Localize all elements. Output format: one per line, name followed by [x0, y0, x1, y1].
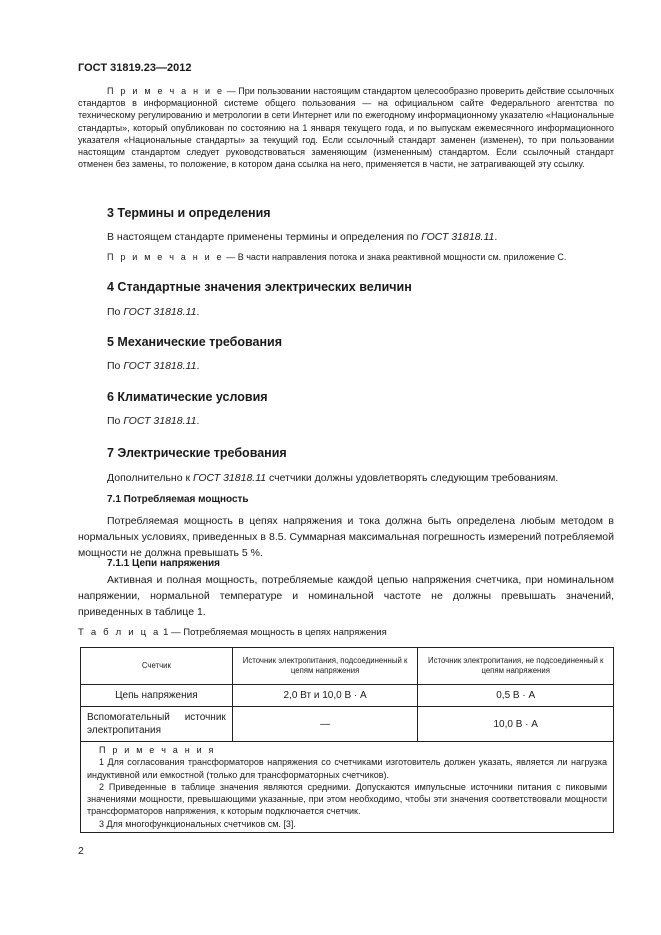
table-cell: — [232, 707, 418, 742]
subsection-7-1-1-text: Активная и полная мощность, потребляемые каждой цепью напряжения счетчика, при номинальном напряжении, нормальной температуре и номинальной частоте не должны превышать значений, приведенных в таблице 1. [78, 574, 614, 618]
section-3-heading: 3 Термины и определения [107, 206, 271, 220]
section-7-heading: 7 Электрические требования [107, 446, 287, 460]
table-note-item: 1 Для согласования трансформаторов напряжения со счетчиками изготовитель должен указать, является ли нагрузка индуктивной или емкостной (только для трансформаторных счетчиков). [87, 757, 607, 780]
section-7-ref: ГОСТ 31818.11 [193, 472, 267, 484]
table-cell: Цепь напряжения [81, 685, 233, 707]
table-row [81, 707, 614, 742]
table-header-cell: Счетчик [81, 648, 233, 685]
section-3-text: В настоящем стандарте применены термины и определения по ГОСТ 31818.11. [107, 231, 498, 243]
section-6-ref: ГОСТ 31818.11 [123, 415, 197, 427]
table-cell: 10,0 В · А [418, 707, 614, 742]
table-note-item: 3 Для многофункциональных счетчиков см. [3]. [99, 818, 296, 829]
section-5-ref: ГОСТ 31818.11 [123, 360, 197, 372]
table-notes-label: П р и м е ч а н и я [99, 745, 216, 755]
section-4-heading: 4 Стандартные значения электрических величин [107, 280, 412, 294]
note-label: П р и м е ч а н и е [107, 86, 225, 96]
section-4-ref: ГОСТ 31818.11 [123, 306, 197, 318]
subsection-7-1-1-heading: 7.1.1 Цепи напряжения [107, 558, 220, 569]
table-cell: 0,5 В · А [418, 685, 614, 707]
table-cell: Вспомогательный источник электропитания [81, 707, 233, 742]
reference-note [78, 85, 614, 170]
subsection-7-1-text: Потребляемая мощность в цепях напряжения и тока должна быть определена любым методом в нормальных условиях, приведенных в 8.5. Суммарная максимальная погрешность измерений потребляемой мощности не должна превышать 5 %. [78, 515, 614, 559]
document-header: ГОСТ 31819.23—2012 [78, 62, 192, 74]
subsection-7-1-heading: 7.1 Потребляемая мощность [107, 494, 249, 505]
table-notes-row [81, 742, 614, 833]
table-note-item: 2 Приведенные в таблице значения являются средними. Допускаются импульсные источники питания с пиковыми значениями мощности, превышающими указанные, при этом необходимо, чтобы эти значения соответствовали мощности трансформаторов напряжения, к которым подключается счетчик. [87, 781, 607, 817]
table-header-row [81, 648, 614, 685]
section-7-text: Дополнительно к ГОСТ 31818.11 счетчики должны удовлетворять следующим требованиям. [107, 472, 559, 484]
table-notes [81, 742, 614, 833]
section-6-heading: 6 Климатические условия [107, 390, 268, 404]
section-5-text: По ГОСТ 31818.11. [107, 360, 200, 372]
table-header-cell: Источник электропитания, не подсоединенный к цепям напряжения [418, 648, 614, 685]
section-3-note: П р и м е ч а н и е — В части направления потока и знака реактивной мощности см. приложение С. [107, 252, 567, 262]
section-4-text: По ГОСТ 31818.11. [107, 306, 200, 318]
section-3-ref: ГОСТ 31818.11 [421, 231, 495, 243]
table-cell: 2,0 Вт и 10,0 В · А [232, 685, 418, 707]
page-number: 2 [78, 845, 84, 857]
table-row [81, 685, 614, 707]
table-header-cell: Источник электропитания, подсоединенный к цепям напряжения [232, 648, 418, 685]
section-5-heading: 5 Механические требования [107, 335, 283, 349]
power-consumption-table [80, 647, 614, 833]
note-text: — При пользовании настоящим стандартом целесообразно проверить действие ссылочных стандартов в информационной системе общего пользования — на официальном сайте Федерального агентства по техническому регулированию и метрологии в сети Интернет или по ежегодному информационному указателю «Национальные стандарты», который опубликован по состоянию на 1 января текущего года, и по выпускам ежемесячного информационного указателя «Национальные стандарты» за текущий год. Если ссылочный стандарт заменен (изменен), то при пользовании настоящим стандартом следует руководствоваться заменяющим (измененным) стандартом. Если ссылочный стандарт отменен без замены, то положение, в котором дана ссылка на него, применяется в части, не затрагивающей эту ссылку. [78, 86, 614, 170]
table-caption: Т а б л и ц а 1 — Потребляемая мощность в цепях напряжения [78, 627, 387, 638]
section-6-text: По ГОСТ 31818.11. [107, 415, 200, 427]
